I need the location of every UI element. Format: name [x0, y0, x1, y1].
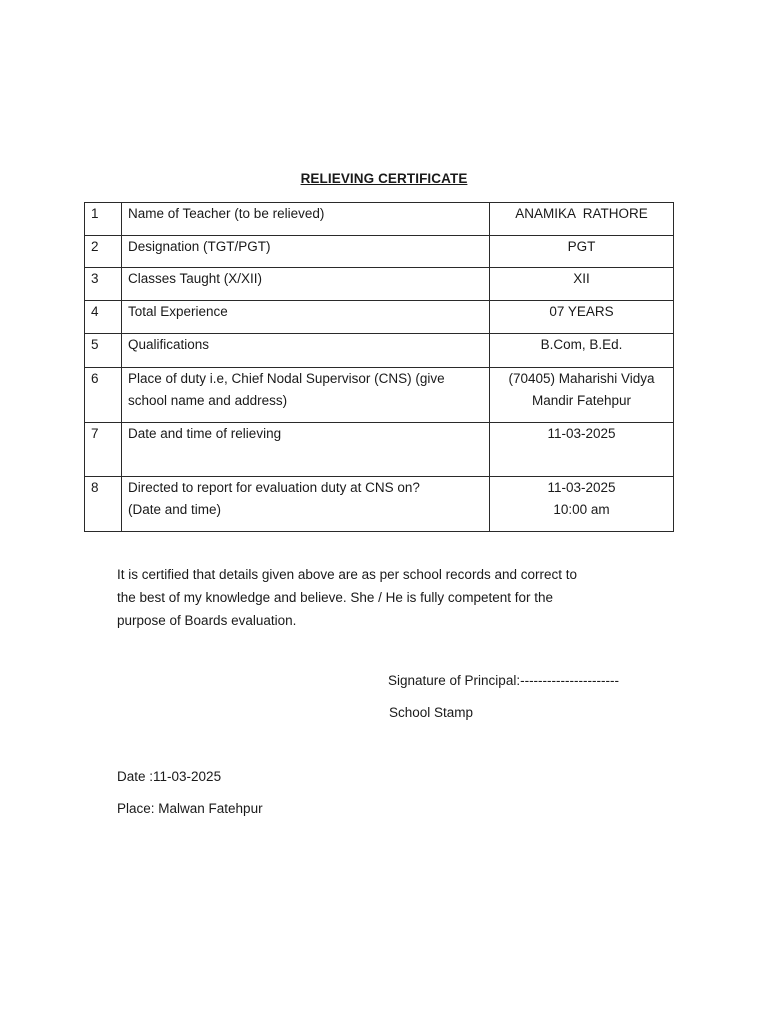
certification-line: purpose of Boards evaluation. [117, 613, 297, 628]
row-field-text: Name of Teacher (to be relieved) [128, 206, 325, 221]
row-field-text: (Date and time) [128, 502, 222, 517]
row-value [490, 203, 674, 236]
row-field-text: Classes Taught (X/XII) [128, 271, 263, 286]
row-value-text: PGT [567, 239, 596, 254]
row-value-text: 07 YEARS [549, 304, 614, 319]
row-number: 7 [85, 423, 122, 477]
row-field [122, 368, 490, 423]
row-value-text: XII [573, 271, 590, 286]
table-row [85, 268, 674, 301]
row-field [122, 236, 490, 268]
table-row [85, 423, 674, 477]
row-field-text: Place of duty i.e, Chief Nodal Supervisor (CNS) (give [128, 371, 445, 386]
row-number: 1 [85, 203, 122, 236]
row-value-text: 10:00 am [553, 502, 610, 517]
row-field [122, 477, 490, 532]
row-field-text: Qualifications [128, 337, 210, 352]
row-number: 4 [85, 301, 122, 334]
row-value-text: Mandir Fatehpur [531, 393, 632, 408]
row-value-text: B.Com, B.Ed. [540, 337, 623, 352]
row-value [490, 236, 674, 268]
certificate-date: Date :11-03-2025 [117, 769, 222, 784]
row-field-text: Date and time of relieving [128, 426, 282, 441]
certification-line: the best of my knowledge and believe. She / He is fully competent for the [117, 590, 553, 605]
document-title: RELIEVING CERTIFICATE [300, 171, 468, 186]
row-value [490, 268, 674, 301]
table-row [85, 334, 674, 368]
row-field-text: Designation (TGT/PGT) [128, 239, 271, 254]
row-value [490, 301, 674, 334]
row-value [490, 423, 674, 477]
row-number: 2 [85, 236, 122, 268]
table-row [85, 477, 674, 532]
row-field [122, 301, 490, 334]
row-value-text: ANAMIKA RATHORE [515, 206, 648, 221]
row-number: 5 [85, 334, 122, 368]
row-field-text: Total Experience [128, 304, 228, 319]
principal-signature-line: Signature of Principal:---------------------- [388, 673, 619, 688]
row-value [490, 368, 674, 423]
row-field-text: Directed to report for evaluation duty at CNS on? [128, 480, 420, 495]
row-value [490, 334, 674, 368]
row-number: 8 [85, 477, 122, 532]
certification-statement [117, 563, 677, 632]
certificate-place: Place: Malwan Fatehpur [117, 801, 263, 816]
school-stamp-label: School Stamp [389, 705, 474, 720]
table-row [85, 301, 674, 334]
table-row [85, 236, 674, 268]
details-table [84, 202, 674, 532]
table-row [85, 203, 674, 236]
row-value-text: 11-03-2025 [547, 480, 616, 495]
row-field-text: school name and address) [128, 393, 288, 408]
row-field [122, 268, 490, 301]
table-row [85, 368, 674, 423]
row-field [122, 334, 490, 368]
row-value [490, 477, 674, 532]
row-number: 3 [85, 268, 122, 301]
row-value-text: (70405) Maharishi Vidya [508, 371, 655, 386]
row-field [122, 423, 490, 477]
row-value-text: 11-03-2025 [547, 426, 616, 441]
row-field [122, 203, 490, 236]
row-number: 6 [85, 368, 122, 423]
certification-line: It is certified that details given above are as per school records and correct to [117, 567, 577, 582]
